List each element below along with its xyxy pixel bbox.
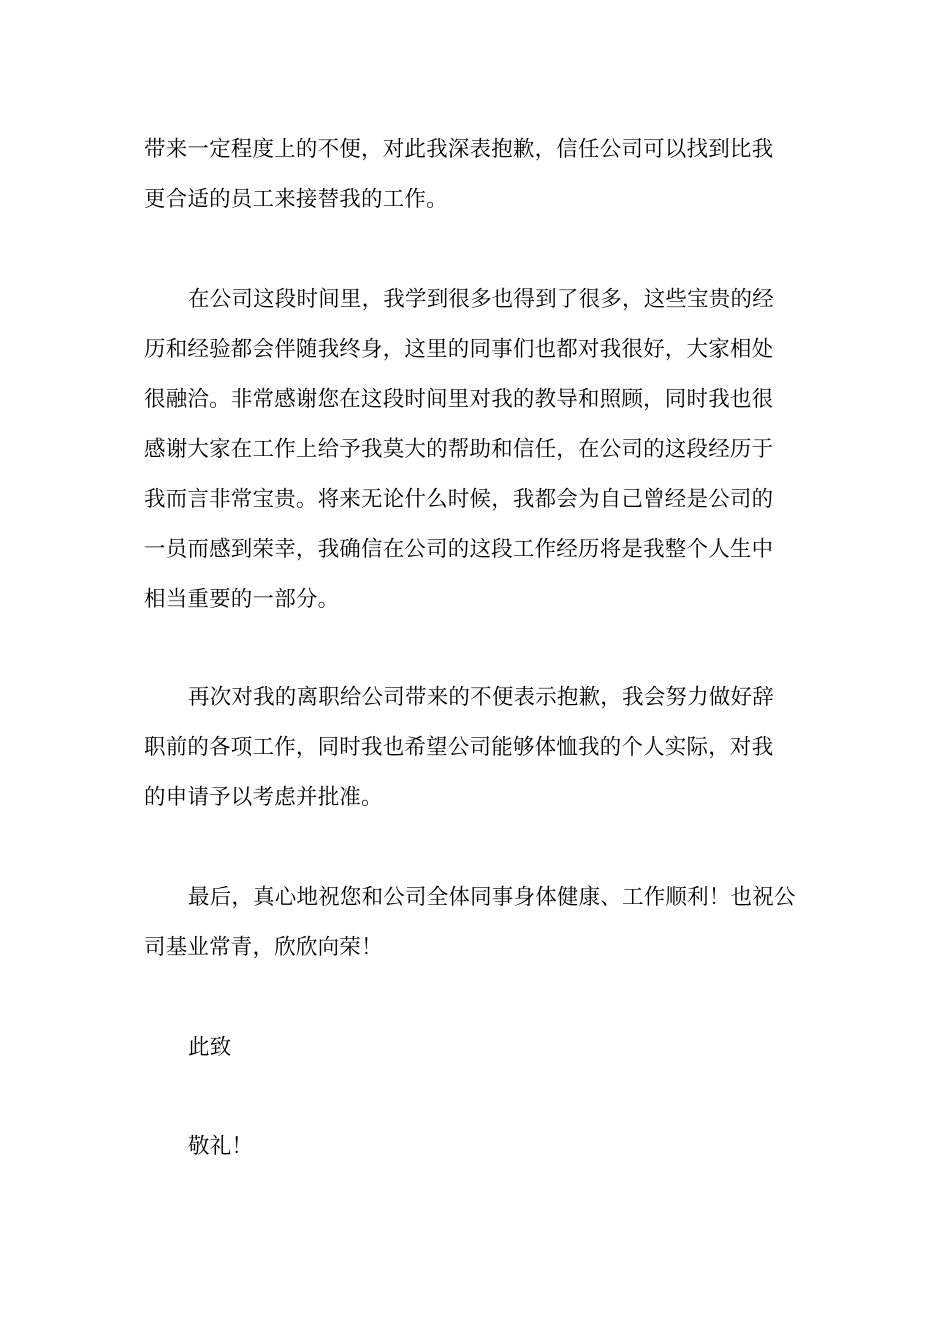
paragraph-2	[144, 275, 806, 625]
paragraph-line: 带来一定程度上的不便，对此我深表抱歉，信任公司可以找到比我	[144, 137, 774, 162]
paragraph-line: 我而言非常宝贵。将来无论什么时候，我都会为自己曾经是公司的	[144, 487, 774, 512]
paragraph-line: 感谢大家在工作上给予我莫大的帮助和信任，在公司的这段经历于	[144, 437, 774, 462]
paragraph-line: 一员而感到荣幸，我确信在公司的这段工作经历将是我整个人生中	[144, 537, 774, 562]
paragraph-line: 职前的各项工作，同时我也希望公司能够体恤我的个人实际，对我	[144, 735, 774, 760]
paragraph-line: 历和经验都会伴随我终身，这里的同事们也都对我很好，大家相处	[144, 337, 774, 362]
paragraph-1	[144, 125, 806, 225]
paragraph-line: 此致	[188, 1035, 232, 1060]
paragraph-line: 敬礼！	[188, 1134, 254, 1159]
paragraph-line: 最后，真心地祝您和公司全体同事身体健康、工作顺利！也祝公	[188, 885, 796, 910]
paragraph-4	[144, 873, 806, 973]
closing-regards	[144, 1122, 806, 1172]
paragraph-line: 司基业常青，欣欣向荣！	[144, 935, 383, 960]
closing-salutation	[144, 1023, 806, 1073]
paragraph-line: 再次对我的离职给公司带来的不便表示抱歉，我会努力做好辞	[188, 685, 774, 710]
paragraph-line: 更合适的员工来接替我的工作。	[144, 187, 448, 212]
paragraph-line: 在公司这段时间里，我学到很多也得到了很多，这些宝贵的经	[188, 287, 774, 312]
paragraph-3	[144, 673, 806, 823]
paragraph-line: 相当重要的一部分。	[144, 587, 340, 612]
paragraph-line: 很融洽。非常感谢您在这段时间里对我的教导和照顾，同时我也很	[144, 387, 774, 412]
paragraph-line: 的申请予以考虑并批准。	[144, 785, 383, 810]
